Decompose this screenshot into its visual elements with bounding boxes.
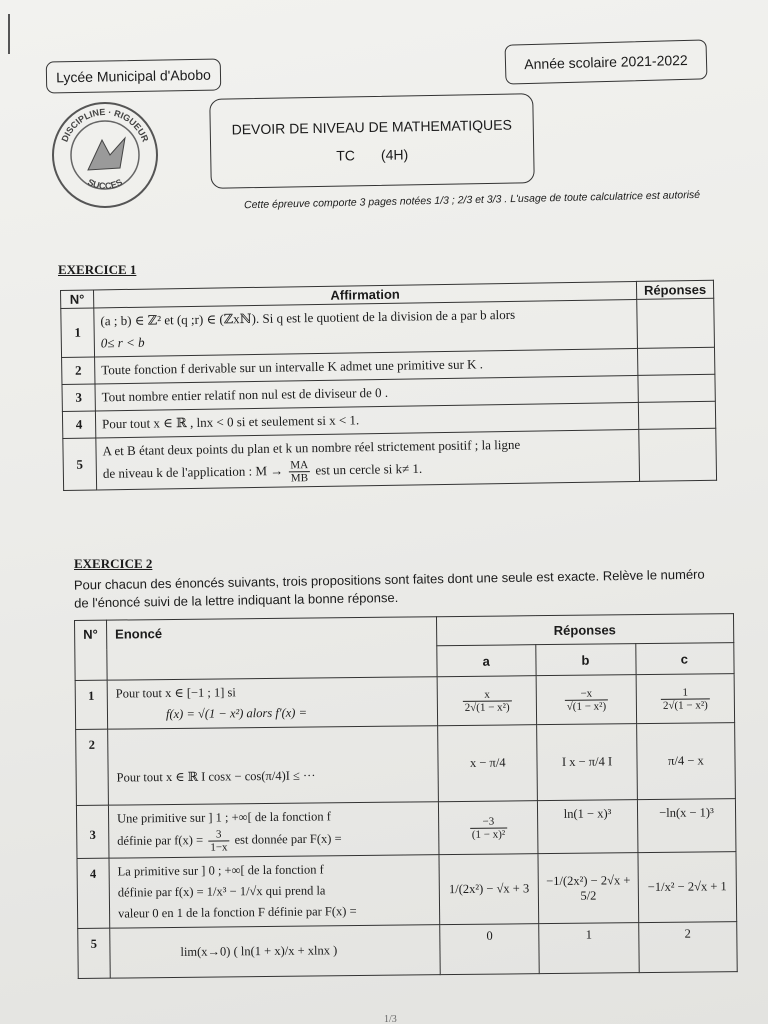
response-cell[interactable] (637, 298, 715, 348)
fraction-bottom: MB (290, 472, 309, 485)
answer-c[interactable]: π/4 − x (636, 723, 735, 800)
row-number: 4 (62, 411, 95, 439)
answer-c[interactable]: 2 (639, 922, 738, 973)
answer-a[interactable]: 1/(2x²) − √x + 3 (439, 854, 539, 925)
answer-a[interactable] (439, 801, 538, 855)
row-number: 3 (62, 384, 95, 412)
fraction-top: 1 (661, 686, 710, 700)
affirmation-text: Pour tout x ∈ ℝ , lnx < 0 si et seulement si x < 1. (95, 402, 638, 438)
affirmation-text: Tout nombre entier relatif non nul est de diviseur de 0 . (95, 375, 638, 411)
exercise2-table (74, 613, 738, 979)
exam-title-box (209, 93, 535, 189)
table-row (63, 428, 717, 490)
fraction-top: −x (565, 687, 609, 700)
school-year: Année scolaire 2021-2022 (524, 51, 688, 73)
response-cell[interactable] (637, 347, 714, 375)
exercise2-col-number: N° (75, 620, 108, 680)
affirmation-text: 0≤ r < b (100, 334, 145, 351)
exercise1-table (60, 280, 717, 491)
fraction (463, 688, 512, 714)
exam-class-duration (336, 146, 408, 163)
exercise1-col-affirmation: Affirmation (94, 281, 637, 308)
fraction-bottom: √(1 − x²) (566, 699, 607, 713)
table-row (77, 852, 737, 929)
answer-b[interactable]: I x − π/4 I (537, 724, 637, 801)
exercise2-col-b: b (536, 644, 636, 676)
row-number: 5 (78, 928, 110, 978)
page-number: 1/3 (384, 1014, 397, 1024)
fraction-bottom: 1−x (210, 841, 228, 854)
answer-c[interactable]: −1/x² − 2√x + 1 (638, 852, 737, 923)
fraction-bottom: 2√(1 − x²) (662, 698, 708, 712)
fraction (470, 815, 508, 840)
answer-b[interactable]: 1 (539, 923, 639, 974)
exercise2-col-c: c (636, 643, 734, 675)
exercise2-col-enonce: Enoncé (106, 617, 437, 680)
affirmation-text: est un cercle si k≠ 1. (315, 460, 423, 478)
enonce-text: f(x) = √(1 − x²) alors f′(x) = (165, 705, 308, 722)
enonce-text: est donnée par F(x) = (234, 831, 342, 847)
enonce-cell (109, 855, 440, 928)
fraction-top: x (463, 688, 512, 702)
fraction-bottom: (1 − x)² (471, 827, 506, 841)
svg-text:SUCCES (86, 177, 124, 191)
answer-c[interactable] (636, 674, 735, 724)
enonce-text: définie par f(x) = (117, 833, 204, 848)
row-number: 1 (75, 680, 107, 729)
school-name: Lycée Municipal d'Abobo (56, 66, 211, 86)
exam-title: DEVOIR DE NIVEAU DE MATHEMATIQUES (231, 116, 513, 138)
seal-top-text: DISCIPLINE · RIGUEUR (59, 106, 151, 144)
row-number: 1 (61, 308, 95, 358)
row-number: 3 (76, 805, 109, 858)
page-edge-mark (8, 14, 10, 54)
fraction-top: −3 (470, 815, 507, 828)
school-name-box (46, 58, 222, 93)
fraction-top: MA (288, 459, 310, 472)
enonce-text: Pour tout x ∈ ℝ I cosx − cos(π/4)I ≤ ··· (108, 726, 439, 805)
exam-intro: Cette épreuve comporte 3 pages notées 1/3 ; 2/3 et 3/3 . L'usage de toute calculatrice est autorisé (243, 188, 701, 212)
affirmation-cell (94, 299, 638, 357)
enonce-cell (108, 802, 439, 858)
exercise2-title: EXERCICE 2 (74, 556, 153, 571)
table-row (75, 674, 734, 730)
row-number: 4 (77, 858, 110, 928)
exercise2-col-responses: Réponses (437, 614, 734, 646)
exam-class: TC (336, 147, 356, 164)
table-row (76, 799, 736, 859)
row-number: 2 (62, 357, 95, 385)
seal-bottom-text: SUCCES (86, 176, 124, 192)
school-year-box (505, 39, 708, 84)
affirmation-text: (a ; b) ∈ ℤ² et (q ;r) ∈ (ℤxℕ). Si q est le quotient de la division de a par b alors (100, 306, 516, 329)
affirmation-text: A et B étant deux points du plan et k un nombre réel strictement positif ; la ligne (102, 436, 521, 459)
fraction-ma-mb (288, 459, 310, 484)
enonce-text: Pour tout x ∈ [−1 ; 1] si (115, 685, 236, 701)
fraction (208, 828, 229, 853)
table-row (78, 922, 737, 979)
enonce-text-line2 (117, 826, 431, 854)
answer-b[interactable]: ln(1 − x)³ (538, 800, 638, 854)
enonce-cell (107, 677, 438, 729)
enonce-text: valeur 0 en 1 de la fonction F définie par F(x) = (117, 904, 357, 921)
affirmation-cell (96, 429, 640, 490)
table-row (76, 723, 736, 806)
answer-c[interactable]: −ln(x − 1)³ (637, 799, 736, 853)
row-number: 5 (63, 438, 97, 491)
affirmation-text: Toute fonction f derivable sur un intervalle K admet une primitive sur K . (95, 348, 638, 384)
fraction (661, 686, 710, 712)
enonce-text: lim(x→0) ( ln(1 + x)/x + xlnx ) (110, 925, 441, 978)
exercise1-title: EXERCICE 1 (58, 262, 137, 277)
exercise1-col-responses: Réponses (636, 280, 713, 299)
row-number: 2 (76, 729, 109, 805)
response-cell[interactable] (638, 374, 715, 402)
svg-text:DISCIPLINE · RIGUEUR (59, 107, 150, 144)
exam-duration: (4H) (380, 146, 409, 163)
answer-a[interactable] (437, 676, 536, 726)
fraction-top: 3 (208, 828, 229, 841)
answer-b[interactable] (536, 675, 636, 725)
exercise2-intro: Pour chacun des énoncés suivants, trois propositions sont faites dont une seule est exacte. Relève le numéro de l'énoncé suivi de la lettre indiquant la bonne réponse. (73, 566, 705, 611)
answer-a[interactable]: 0 (440, 924, 539, 975)
response-cell[interactable] (638, 401, 715, 429)
enonce-text: définie par f(x) = 1/x³ − 1/√x qui prend la (117, 883, 326, 900)
affirmation-text: de niveau k de l'application : M → (102, 463, 284, 481)
fraction (565, 687, 609, 712)
exercise2-col-a: a (437, 645, 536, 677)
enonce-text: La primitive sur ] 0 ; +∞[ de la fonction f (117, 862, 324, 879)
school-seal (50, 100, 160, 210)
answer-a[interactable]: x − π/4 (438, 725, 538, 802)
exercise1-col-number: N° (61, 290, 94, 309)
fraction-bottom: 2√(1 − x²) (464, 700, 510, 714)
enonce-text: Une primitive sur ] 1 ; +∞[ de la fonction f (116, 809, 331, 826)
answer-b[interactable]: −1/(2x²) − 2√x + 5/2 (538, 853, 638, 924)
response-cell[interactable] (639, 428, 717, 481)
